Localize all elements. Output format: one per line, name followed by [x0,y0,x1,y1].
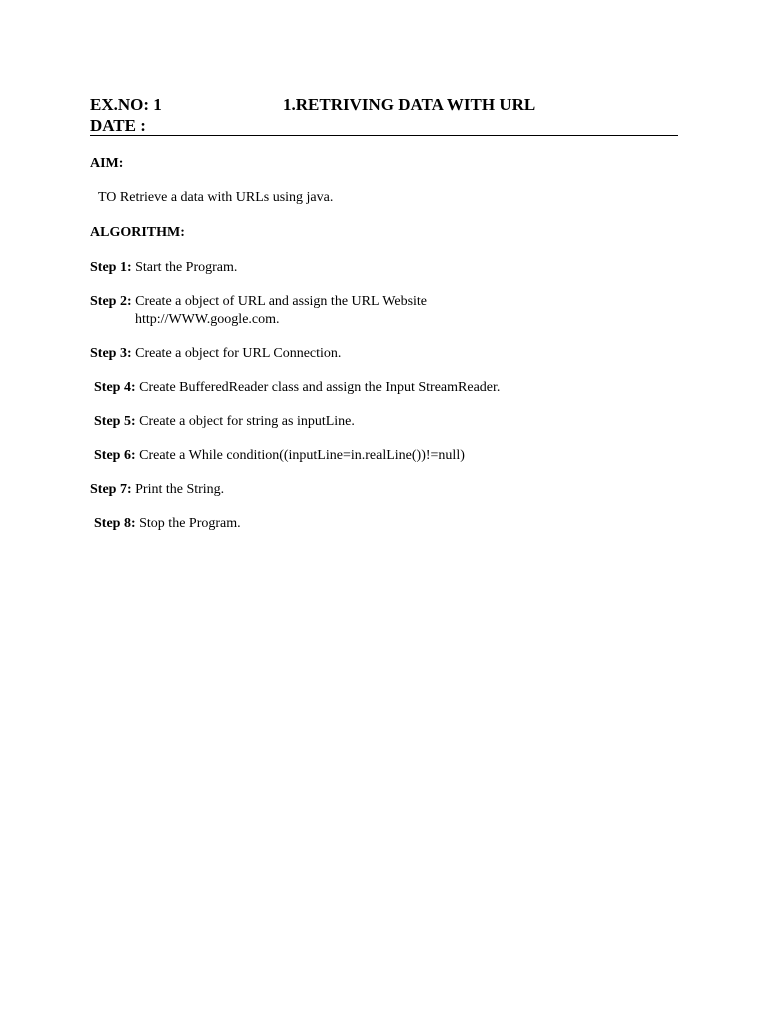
date-label: DATE : [90,116,146,135]
step-text: Create BufferedReader class and assign the Input StreamReader. [139,380,501,395]
header-divider [90,135,678,136]
step-2 [90,293,427,311]
step-label: Step 1: [90,260,132,275]
step-label: Step 8: [94,516,136,531]
step-text: Create a While condition((inputLine=in.realLine())!=null) [139,448,465,463]
aim-heading: AIM: [90,156,124,171]
step-1 [90,259,237,277]
step-8 [94,515,241,533]
step-text: Create a object of URL and assign the URL Website [135,294,428,309]
step-label: Step 7: [90,482,132,497]
exercise-number: EX.NO: 1 [90,95,162,114]
step-5 [94,413,355,431]
step-3 [90,345,341,363]
step-text: Start the Program. [135,260,238,275]
step-label: Step 4: [94,380,136,395]
step-text: Create a object for URL Connection. [135,346,342,361]
step-7 [90,481,224,499]
step-text: Print the String. [135,482,225,497]
step-text: Create a object for string as inputLine. [139,414,355,429]
step-label: Step 6: [94,448,136,463]
step-text: Stop the Program. [139,516,241,531]
document-title: 1.RETRIVING DATA WITH URL [283,95,536,114]
step-4 [94,379,500,397]
step-6 [94,447,465,465]
step-label: Step 5: [94,414,136,429]
step-2-continuation: http://WWW.google.com. [135,312,280,327]
aim-text: TO Retrieve a data with URLs using java. [98,190,334,205]
step-label: Step 2: [90,294,132,309]
step-label: Step 3: [90,346,132,361]
algorithm-heading: ALGORITHM: [90,225,185,240]
